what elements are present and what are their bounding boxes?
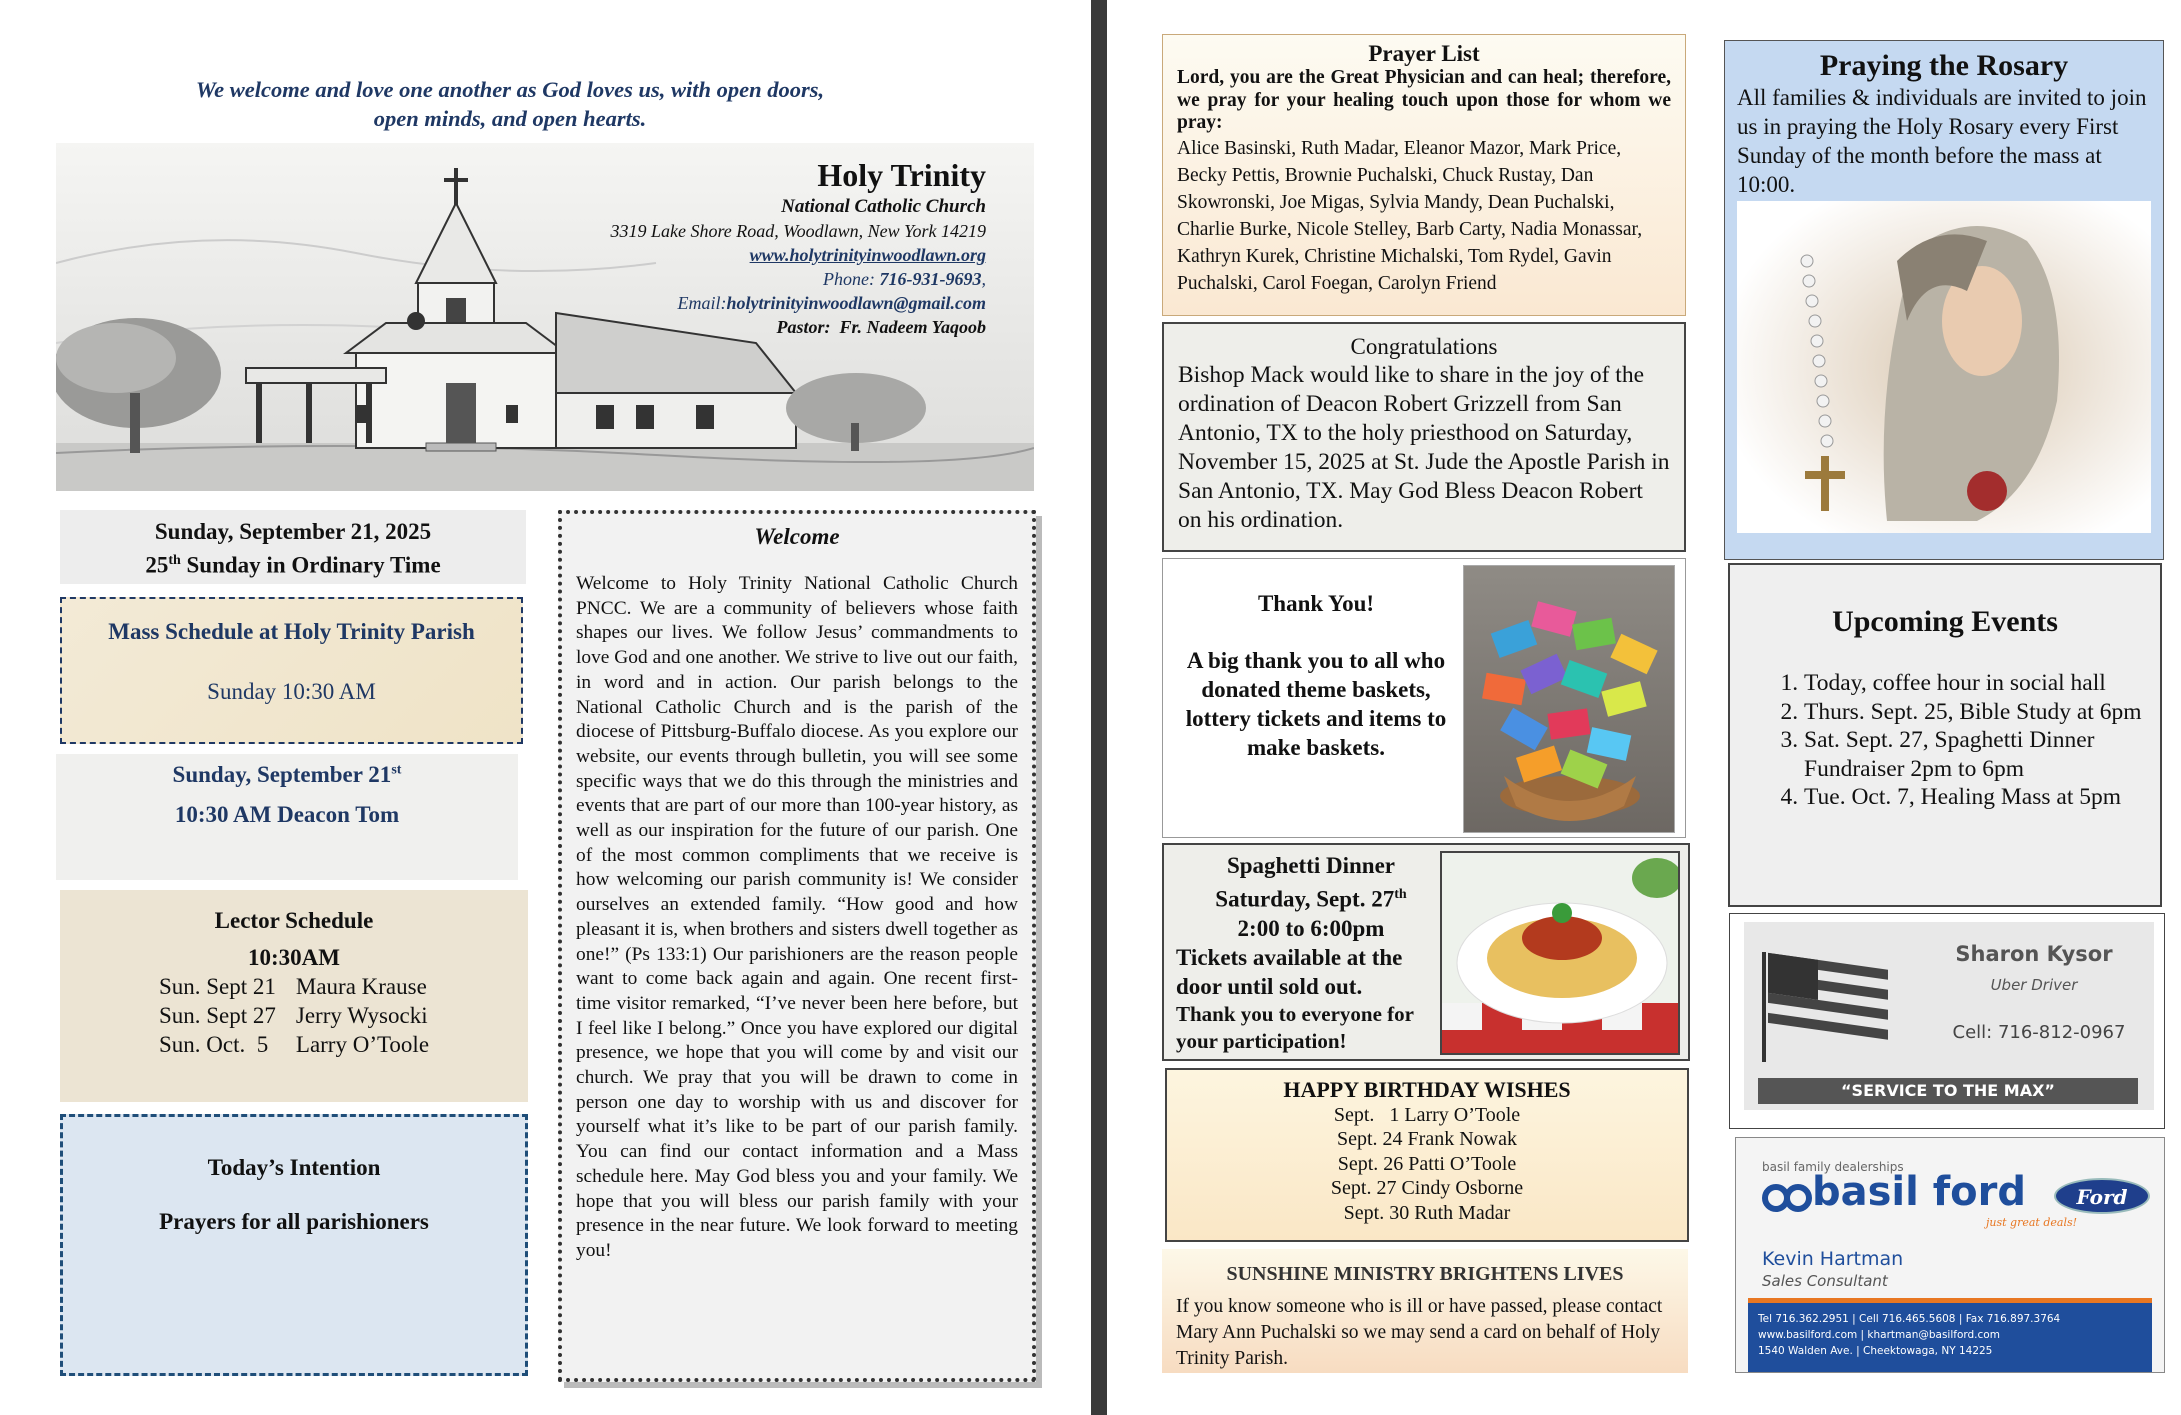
lector-name: Larry O’Toole (295, 1032, 430, 1057)
lector-row (149, 1001, 439, 1030)
spaghetti-thanks: Thank you to everyone for your participation! (1176, 1001, 1414, 1053)
rosary-title: Praying the Rosary (1819, 49, 2069, 82)
date-line-2-rest: Sunday in Ordinary Time (180, 552, 441, 578)
event-item: 3. Sat. Sept. 27, Spaghetti Dinner Fundraiser 2pm to 6pm (1804, 726, 2150, 783)
rosary-body: All families & individuals are invited to join us in praying the Holy Rosary every First Sunday of the month before the mass at 10:00. (1737, 85, 2147, 197)
motto-line-2: open minds, and open hearts. (373, 106, 647, 131)
lector-date: Sun. Oct. 5 (158, 1032, 269, 1057)
page-gutter (1091, 0, 1107, 1415)
sunshine-body: If you know someone who is ill or have passed, please contact Mary Ann Puchalski so we may send a card on behalf of Holy Trinity Parish. (1176, 1296, 1663, 1369)
spaghetti-image (1440, 851, 1680, 1055)
gift-basket-image (1463, 565, 1675, 833)
birthday-item: Sept. 24 Frank Nowak (1337, 1128, 1517, 1150)
ford-contact-name: Kevin Hartman (1762, 1248, 1904, 1270)
spaghetti-tickets: Tickets available at the door until sold out. (1176, 944, 1403, 999)
ford-brand: basil ford (1812, 1169, 2027, 1215)
mass-schedule (60, 597, 523, 744)
thanks-text (1171, 589, 1461, 762)
phone-label: Phone: (823, 269, 880, 289)
mass-schedule-time: Sunday 10:30 AM (207, 679, 376, 704)
thank-you (1162, 558, 1686, 838)
ford-contact-line: www.basilford.com | khartman@basilford.com (1758, 1329, 2000, 1341)
deacon-date-suffix: st (391, 762, 402, 778)
date-line-1: Sunday, September 21, 2025 (154, 519, 432, 544)
spaghetti-text (1176, 851, 1446, 1055)
church-subtitle: National Catholic Church (781, 196, 986, 217)
prayer-names: Alice Basinski, Ruth Madar, Eleanor Mazor, Mark Price, Becky Pettis, Brownie Puchalski, Chuck Rustay, Dan Skowronski, Joe Migas, Sylvia Mandy, Dean Puchalski, Charlie Burke, Nicole Stelley, Barb Carty, Nadia Monassar, Kathryn Kurek, Christine Michalski, Tom Rydel, Gavin Puchalski, Carol Foegan, Carolyn Friend (1177, 137, 1643, 294)
mary-rosary-image (1737, 201, 2151, 533)
basil-ford-card (1735, 1137, 2165, 1373)
ford-contact-line: 1540 Walden Ave. | Cheektowaga, NY 14225 (1758, 1345, 1993, 1357)
kysor-cell: Cell: 716-812-0967 (1952, 1022, 2126, 1043)
flag-icon (1762, 952, 1892, 1062)
lector-table (149, 972, 439, 1059)
lector-row (149, 1030, 439, 1059)
mass-schedule-title: Mass Schedule at Holy Trinity Parish (108, 619, 475, 644)
upcoming-events (1728, 563, 2162, 907)
kysor-card-inner (1744, 922, 2154, 1110)
sunshine-title: SUNSHINE MINISTRY BRIGHTENS LIVES (1226, 1263, 1624, 1285)
kysor-role: Uber Driver (1990, 976, 2078, 994)
lector-schedule (60, 890, 528, 1102)
spaghetti-title: Spaghetti Dinner (1226, 853, 1396, 878)
event-item: 1. Today, coffee hour in social hall (1804, 669, 2150, 698)
ford-contact-line: Tel 716.362.2951 | Cell 716.465.5608 | Fax 716.897.3764 (1758, 1313, 2061, 1325)
deacon-date-main: Sunday, September 21 (172, 762, 392, 787)
lector-name: Jerry Wysocki (295, 1003, 428, 1028)
spaghetti-date (1176, 880, 1446, 914)
ford-contact-bar (1748, 1298, 2152, 1372)
spaghetti-date-main: Saturday, Sept. 27 (1215, 886, 1395, 912)
prayer-list (1162, 34, 1686, 316)
motto (150, 75, 870, 133)
motto-line-1: We welcome and love one another as God loves us, with open doors, (195, 77, 825, 102)
prayer-title: Prayer List (1368, 41, 1480, 66)
deacon-schedule (56, 754, 518, 880)
lector-name: Maura Krause (295, 974, 427, 999)
birthday-wishes (1165, 1068, 1689, 1242)
birthday-title: HAPPY BIRTHDAY WISHES (1283, 1077, 1571, 1102)
church-info (610, 155, 986, 339)
lector-date: Sun. Sept 27 (158, 1003, 276, 1028)
date-line-2 (60, 546, 526, 580)
events-list (1740, 669, 2150, 812)
church-pastor (610, 315, 986, 339)
birthday-item: Sept. 26 Patti O’Toole (1337, 1152, 1517, 1175)
church-header (56, 143, 1034, 491)
congrats-title: Congratulations (1350, 334, 1498, 359)
church-phone: Phone: 716-931-9693, (823, 269, 986, 289)
pastor-label: Pastor: (776, 317, 831, 337)
praying-the-rosary (1724, 40, 2164, 560)
kysor-slogan: “SERVICE TO THE MAX” (1758, 1078, 2138, 1104)
lector-title: Lector Schedule (214, 908, 374, 933)
liturgical-date (60, 510, 526, 584)
ford-badge-icon: Ford (2054, 1178, 2150, 1214)
ford-contact-title: Sales Consultant (1762, 1272, 1888, 1290)
ford-group: basil family dealerships (1762, 1160, 1904, 1174)
lector-time: 10:30AM (248, 945, 340, 970)
intention-text: Prayers for all parishioners (159, 1209, 429, 1234)
basil-logo-icon (1762, 1178, 1812, 1218)
event-item: 4. Tue. Oct. 7, Healing Mass at 5pm (1804, 783, 2150, 812)
events-title: Upcoming Events (1832, 605, 2058, 638)
deacon-date (56, 762, 518, 788)
church-name: Holy Trinity (817, 157, 986, 193)
deacon-line: 10:30 AM Deacon Tom (174, 802, 400, 827)
welcome-article (558, 510, 1036, 1382)
prayer-intro: Lord, you are the Great Physician and can heal; therefore, we pray for your healing touch upon those for whom we pray: (1177, 67, 1671, 133)
ford-tagline: just great deals! (1986, 1216, 2078, 1229)
congrats-body: Bishop Mack would like to share in the joy of the ordination of Deacon Robert Grizzell from San Antonio, TX to the holy priesthood on Saturday, November 15, 2025 at St. Jude the Apostle Parish in San Antonio, TX. May God Bless Deacon Robert on his ordination. (1178, 362, 1670, 533)
church-address: 3319 Lake Shore Road, Woodlawn, New York 14219 (610, 221, 986, 241)
event-item: 2. Thurs. Sept. 25, Bible Study at 6pm (1804, 698, 2150, 727)
sunshine-ministry (1162, 1249, 1688, 1373)
kysor-name: Sharon Kysor (1955, 942, 2113, 966)
spaghetti-dinner (1162, 843, 1690, 1061)
phone-number: 716-931-9693 (879, 269, 982, 289)
spaghetti-time: 2:00 to 6:00pm (1237, 915, 1385, 941)
welcome-body: Welcome to Holy Trinity National Catholic Church PNCC. We are a community of believers whose faith shapes our lives. We follow Jesus’ commandments to love God and one another. We strive to live out our faith, in word and in action. Our parish belongs to the National Catholic Church and is the parish of the diocese of Pittsburg-Buffalo diocese. As you explore our website, our events through bulletin, you will see some specific ways that we do this through the ministries and events that are part of our more than 100-year history, as well as our inspiration for the future of our parish. One of the most common compliments that we receive is how welcoming our parish community is! We consider ourselves an extended family. “How good and how pleasant it is, when brothers and sisters dwell together as one!” (Ps 133:1) Our parishioners are the reason people want to come back again and again. One recent first-time visitor remarked, “I’ve never been here before, but I feel like I belong.” Once you have explored our digital presence, we hope that you will come by and visit our church. We pray that you will be drawn to come in person one day to worship with us and discover for yourself what it’s like to be part of our parish family. You can find our contact information and a Mass schedule here. May God bless you and your family. We hope that you will bless our parish family with your presence in the near future. We look forward to meeting you! (576, 573, 1018, 1261)
birthday-item: Sept. 1 Larry O’Toole (1333, 1103, 1521, 1126)
pastor-name: Fr. Nadeem Yaqoob (839, 317, 986, 337)
thanks-body: A big thank you to all who donated theme baskets, lottery tickets and items to make baskets. (1185, 648, 1447, 760)
email-address[interactable]: holytrinityinwoodlawn@gmail.com (726, 293, 986, 313)
lector-date: Sun. Sept 21 (158, 974, 276, 999)
spaghetti-date-suffix: th (1394, 887, 1407, 902)
todays-intention (60, 1114, 528, 1376)
intention-title: Today’s Intention (207, 1155, 381, 1180)
birthday-item: Sept. 30 Ruth Madar (1343, 1201, 1511, 1224)
thanks-title: Thank You! (1257, 591, 1375, 616)
uber-driver-card (1729, 913, 2165, 1129)
church-website-link[interactable]: www.holytrinityinwoodlawn.org (749, 245, 986, 265)
birthday-item: Sept. 27 Cindy Osborne (1330, 1177, 1524, 1199)
email-label: Email: (677, 293, 727, 313)
date-ordinal: 25 (145, 552, 169, 578)
date-ordinal-suffix: th (168, 553, 181, 568)
congratulations (1162, 322, 1686, 552)
church-email (610, 291, 986, 315)
lector-row (149, 972, 439, 1001)
welcome-title: Welcome (754, 524, 840, 549)
